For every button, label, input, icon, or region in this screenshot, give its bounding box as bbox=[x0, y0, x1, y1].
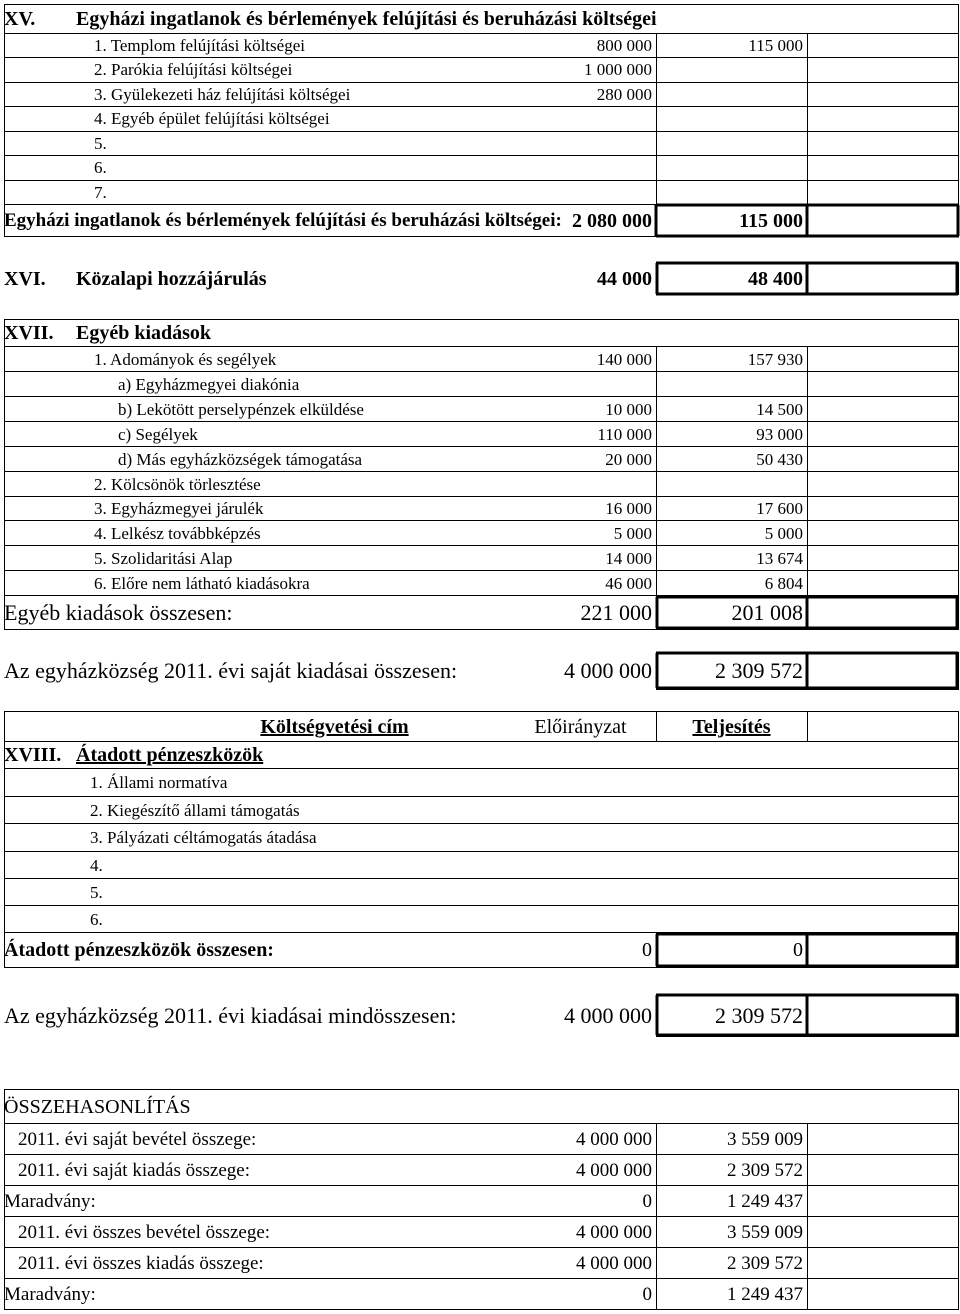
comparison-row bbox=[4, 1124, 959, 1155]
total-value-actual: 0 bbox=[793, 939, 803, 961]
comparison-value-actual: 3 559 009 bbox=[727, 1221, 803, 1243]
table-row bbox=[4, 58, 959, 82]
row-value-planned: 20 000 bbox=[605, 449, 652, 469]
row-value-actual: 5 000 bbox=[764, 523, 803, 543]
row-label: 1. Állami normatíva bbox=[90, 773, 228, 792]
total-label: Egyéb kiadások összesen: bbox=[4, 600, 233, 625]
row-value-planned: 110 000 bbox=[597, 424, 652, 444]
total-value-planned: 221 000 bbox=[580, 600, 652, 625]
comparison-row bbox=[4, 1217, 959, 1248]
row-label: 2. Kiegészítő állami támogatás bbox=[90, 800, 300, 820]
comparison-label: 2011. évi összes bevétel összege: bbox=[18, 1221, 271, 1243]
row-label: 6. bbox=[94, 158, 107, 177]
comparison-value-planned: 0 bbox=[642, 1190, 652, 1212]
comparison-value-actual: 2 309 572 bbox=[727, 1252, 803, 1274]
row-value-planned: 14 000 bbox=[605, 548, 652, 568]
comparison-row bbox=[4, 1279, 959, 1310]
row-label: 4. Lelkész továbbképzés bbox=[94, 523, 261, 543]
row-value-actual: 14 500 bbox=[756, 399, 803, 419]
comparison-value-actual: 1 249 437 bbox=[727, 1190, 803, 1212]
total-value-planned: 4 000 000 bbox=[564, 658, 652, 683]
table-row bbox=[4, 107, 959, 131]
total-label: Átadott pénzeszközök összesen: bbox=[4, 939, 274, 961]
total-label: Az egyházközség 2011. évi saját kiadásai összesen: bbox=[4, 658, 458, 683]
table-row bbox=[4, 824, 959, 852]
comparison-row bbox=[4, 1248, 959, 1279]
row-label: a) Egyházmegyei diakónia bbox=[118, 374, 300, 394]
table-row bbox=[4, 397, 959, 422]
row-label: b) Lekötött perselypénzek elküldése bbox=[118, 399, 364, 419]
total-value-actual: 2 309 572 bbox=[715, 1002, 803, 1028]
section-xvii-heading bbox=[4, 320, 959, 347]
section-title: Egyéb kiadások bbox=[76, 322, 212, 344]
section-value-actual: 48 400 bbox=[748, 267, 803, 290]
table-row bbox=[4, 546, 959, 571]
comparison-value-actual: 3 559 009 bbox=[727, 1128, 803, 1150]
table-row bbox=[4, 497, 959, 521]
comparison-value-planned: 4 000 000 bbox=[576, 1128, 652, 1150]
row-label: 3. Gyülekezeti ház felújítási költségei bbox=[94, 85, 351, 104]
section-number: XV. bbox=[4, 7, 36, 30]
table-row bbox=[4, 422, 959, 447]
section-xviii-heading bbox=[4, 742, 959, 769]
row-label: 4. Egyéb épület felújítási költségei bbox=[94, 109, 330, 128]
row-label: 6. Előre nem látható kiadásokra bbox=[94, 573, 310, 593]
comparison-label: 2011. évi saját kiadás összege: bbox=[18, 1159, 250, 1181]
total-label: Egyházi ingatlanok és bérlemények felújítási és beruházási költségei: bbox=[4, 210, 562, 231]
row-label: 3. Egyházmegyei járulék bbox=[94, 499, 264, 518]
comparison-value-actual: 2 309 572 bbox=[727, 1159, 803, 1181]
row-label: 5. bbox=[94, 134, 107, 153]
section-title: Közalapi hozzájárulás bbox=[76, 267, 267, 290]
column-header-row bbox=[4, 712, 959, 742]
table-row bbox=[4, 521, 959, 546]
row-label: 7. bbox=[94, 183, 107, 202]
row-label: 2. Parókia felújítási költségei bbox=[94, 60, 293, 79]
row-value-actual: 50 430 bbox=[756, 449, 803, 469]
section-number: XVII. bbox=[4, 322, 54, 344]
row-value-actual: 115 000 bbox=[748, 36, 803, 55]
table-row bbox=[4, 472, 959, 497]
total-value-planned: 2 080 000 bbox=[572, 209, 652, 232]
section-title: Egyházi ingatlanok és bérlemények felújítási és beruházási költségei bbox=[76, 7, 657, 30]
total-value-actual: 2 309 572 bbox=[715, 658, 803, 683]
header-actual: Teljesítés bbox=[692, 715, 771, 738]
table-row bbox=[4, 879, 959, 906]
table-row bbox=[4, 571, 959, 596]
comparison-label: Maradvány: bbox=[4, 1283, 96, 1305]
table-row bbox=[4, 181, 959, 205]
total-label: Az egyházközség 2011. évi kiadásai mindösszesen: bbox=[4, 1002, 457, 1028]
table-row bbox=[4, 769, 959, 797]
row-label: 1. Templom felújítási költségei bbox=[94, 36, 305, 55]
row-value-planned: 46 000 bbox=[605, 573, 652, 593]
row-value-actual: 13 674 bbox=[756, 548, 803, 568]
row-value-planned: 140 000 bbox=[596, 349, 652, 369]
row-value-actual: 93 000 bbox=[756, 424, 803, 444]
row-label: 2. Kölcsönök törlesztése bbox=[94, 474, 261, 494]
comparison-row bbox=[4, 1186, 959, 1217]
row-value-planned: 280 000 bbox=[596, 85, 652, 104]
own-expenses-total-row bbox=[4, 653, 959, 689]
table-row bbox=[4, 852, 959, 879]
section-number: XVI. bbox=[4, 267, 46, 290]
row-label: c) Segélyek bbox=[118, 424, 198, 444]
section-title: Átadott pénzeszközök bbox=[76, 744, 264, 766]
table-row bbox=[4, 372, 959, 397]
comparison-value-planned: 4 000 000 bbox=[576, 1252, 652, 1274]
row-label: 5. bbox=[90, 882, 103, 902]
comparison-label: Maradvány: bbox=[4, 1190, 96, 1212]
row-label: d) Más egyházközségek támogatása bbox=[118, 449, 363, 469]
total-value-actual: 201 008 bbox=[731, 600, 803, 625]
section-value-planned: 44 000 bbox=[597, 267, 652, 290]
comparison-row bbox=[4, 1155, 959, 1186]
section-xvi-row bbox=[4, 263, 959, 295]
total-value-planned: 0 bbox=[642, 939, 652, 961]
table-row bbox=[4, 906, 959, 933]
comparison-title: ÖSSZEHASONLÍTÁS bbox=[4, 1095, 191, 1118]
table-row bbox=[4, 797, 959, 824]
section-xv-heading bbox=[4, 5, 959, 33]
total-value-actual: 115 000 bbox=[739, 209, 803, 232]
row-value-actual: 6 804 bbox=[764, 573, 803, 593]
row-value-planned: 1 000 000 bbox=[584, 60, 652, 79]
comparison-label: 2011. évi saját bevétel összege: bbox=[18, 1128, 257, 1150]
grand-total-row bbox=[4, 995, 959, 1036]
row-value-planned: 16 000 bbox=[605, 499, 652, 518]
row-value-planned: 800 000 bbox=[596, 36, 652, 55]
total-value-planned: 4 000 000 bbox=[564, 1002, 652, 1028]
header-title: Költségvetési cím bbox=[260, 715, 409, 738]
section-xviii-total-row bbox=[4, 934, 959, 967]
row-label: 1. Adományok és segélyek bbox=[94, 349, 277, 369]
section-xvii-total-row bbox=[4, 597, 959, 629]
table-row bbox=[4, 347, 959, 372]
table-row bbox=[4, 83, 959, 107]
row-label: 6. bbox=[90, 909, 103, 929]
row-label: 3. Pályázati céltámogatás átadása bbox=[90, 828, 317, 847]
header-planned: Előirányzat bbox=[534, 715, 627, 738]
comparison-label: 2011. évi összes kiadás összege: bbox=[18, 1252, 264, 1274]
row-value-planned: 10 000 bbox=[605, 399, 652, 419]
comparison-heading bbox=[4, 1090, 959, 1124]
comparison-value-actual: 1 249 437 bbox=[727, 1283, 803, 1305]
row-label: 4. bbox=[90, 855, 103, 875]
comparison-value-planned: 4 000 000 bbox=[576, 1159, 652, 1181]
table-row bbox=[4, 132, 959, 156]
comparison-value-planned: 0 bbox=[642, 1283, 652, 1305]
table-row bbox=[4, 156, 959, 180]
table-row bbox=[4, 447, 959, 472]
table-row bbox=[4, 34, 959, 58]
row-value-planned: 5 000 bbox=[613, 523, 652, 543]
row-value-actual: 157 930 bbox=[747, 349, 803, 369]
section-xv-total-row bbox=[4, 205, 959, 237]
section-number: XVIII. bbox=[4, 744, 62, 766]
row-label: 5. Szolidaritási Alap bbox=[94, 548, 233, 568]
comparison-value-planned: 4 000 000 bbox=[576, 1221, 652, 1243]
row-value-actual: 17 600 bbox=[756, 499, 803, 518]
